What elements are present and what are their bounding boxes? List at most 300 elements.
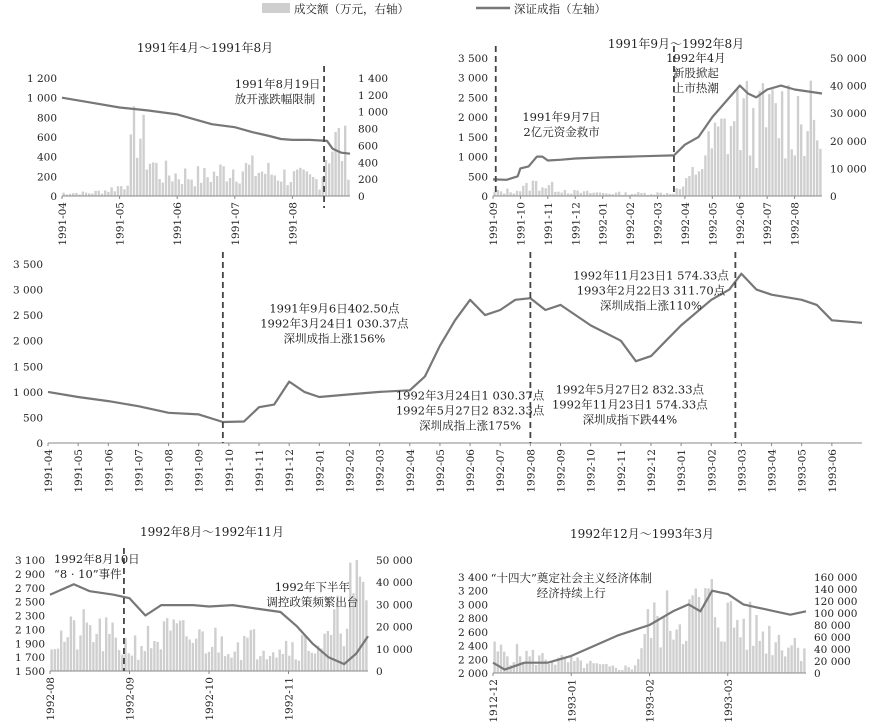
y-left-tick-label: 400 — [36, 151, 57, 164]
volume-bar — [803, 156, 805, 196]
x-tick-label: 1992-10 — [585, 449, 598, 493]
volume-bar — [541, 187, 543, 196]
volume-bar — [819, 149, 821, 196]
y-right-tick-label: 160 000 — [814, 572, 858, 584]
volume-bar — [111, 623, 113, 672]
volume-bar — [615, 668, 617, 673]
y-left-tick-label: 2 100 — [14, 624, 45, 637]
volume-bar — [592, 663, 594, 673]
annotation — [522, 110, 600, 139]
volume-bar — [346, 629, 348, 671]
volume-bar — [63, 642, 65, 671]
legend-line-label: 深证成指（左轴） — [514, 2, 606, 16]
volume-bar — [338, 128, 340, 196]
volume-bar — [315, 179, 317, 196]
volume-bar — [307, 651, 309, 671]
y-left-tick-label: 1 000 — [12, 386, 43, 399]
volume-bar — [688, 599, 690, 673]
volume-bar — [147, 626, 149, 671]
volume-bar — [150, 648, 152, 671]
y-right-tick-label: 30 000 — [830, 108, 867, 121]
volume-bar — [73, 620, 75, 671]
legend — [262, 2, 606, 16]
y-right-tick-label: 50 000 — [376, 555, 413, 567]
volume-bar — [293, 171, 295, 196]
volume-bar — [618, 192, 620, 196]
annotation-line: 深圳成指下跌44% — [582, 412, 678, 427]
volume-bar — [205, 653, 207, 671]
x-tick-label: 1991-04 — [57, 202, 69, 246]
volume-bar — [184, 169, 186, 197]
volume-bar — [85, 193, 87, 196]
volume-bar — [130, 135, 132, 197]
volume-bar — [226, 182, 228, 197]
volume-bar — [660, 648, 662, 674]
volume-bar — [311, 653, 313, 671]
volume-bar — [529, 191, 531, 196]
volume-bar — [344, 126, 346, 196]
y-right-tick-label: 400 — [358, 157, 379, 170]
volume-bar — [714, 617, 716, 673]
volume-bar — [190, 180, 192, 196]
x-tick-label: 1992-11 — [615, 449, 628, 493]
volume-bar — [580, 661, 582, 674]
volume-bar — [153, 641, 155, 671]
volume-bar — [185, 636, 187, 671]
volume-bar — [759, 91, 761, 196]
volume-bar — [675, 630, 677, 674]
volume-bar — [752, 108, 754, 196]
volume-bar — [99, 619, 101, 671]
panel-title: 1991年9月～1992年8月 — [607, 37, 745, 51]
x-tick-label: 1992-09 — [555, 449, 568, 493]
annotation-line: 1991年8月19日 — [234, 76, 321, 91]
volume-bar — [679, 624, 681, 673]
x-tick-label: 1991-07 — [133, 449, 146, 493]
volume-bar — [637, 659, 639, 673]
volume-bar — [117, 186, 119, 196]
y-left-tick-label: 2 700 — [14, 582, 45, 595]
x-tick-label: 1992-11 — [283, 677, 296, 721]
volume-bar — [296, 170, 298, 196]
volume-bar — [781, 650, 783, 673]
x-tick-label: 1992-07 — [495, 449, 508, 493]
volume-bar — [733, 121, 735, 196]
y-right-tick-label: 1 000 — [358, 106, 389, 119]
y-left-tick-label: 2 200 — [457, 654, 488, 667]
volume-bar — [115, 638, 117, 671]
y-left-tick-label: 2 500 — [457, 92, 488, 105]
volume-bar — [755, 615, 757, 673]
volume-bar — [666, 590, 668, 673]
volume-bar — [573, 661, 575, 673]
x-tick-label: 1992-03 — [374, 449, 387, 493]
volume-bar — [634, 665, 636, 673]
volume-bar — [599, 664, 601, 673]
volume-bar — [277, 181, 279, 196]
x-tick-label: 1991-07 — [229, 201, 242, 246]
x-tick-label: 1991-06 — [172, 202, 185, 246]
volume-bar — [778, 138, 780, 196]
x-tick-label: 1991-10 — [515, 202, 528, 246]
volume-bar — [628, 667, 630, 673]
volume-bar — [146, 170, 148, 197]
volume-bar — [327, 631, 329, 671]
volume-bar — [583, 191, 585, 196]
annotation — [552, 382, 708, 426]
volume-bar — [554, 665, 556, 673]
x-tick-label: 1993-03 — [736, 449, 749, 493]
volume-bar — [771, 655, 773, 673]
volume-bar — [102, 651, 104, 671]
annotation-line: 1993年2月22日3 311.70点 — [576, 283, 726, 298]
x-tick-label: 1991-11 — [542, 202, 555, 246]
y-left-tick-label: 2 400 — [457, 640, 488, 653]
volume-bar — [551, 662, 553, 673]
volume-bar — [736, 88, 738, 196]
volume-bar — [314, 654, 316, 671]
volume-bar — [538, 191, 540, 196]
volume-bar — [333, 609, 335, 671]
volume-bar — [522, 186, 524, 196]
volume-bar — [295, 659, 297, 671]
volume-bar — [95, 634, 97, 671]
volume-bar — [118, 650, 120, 671]
y-right-tick-label: 40 000 — [376, 577, 413, 590]
volume-bar — [714, 123, 716, 196]
volume-bar — [334, 132, 336, 196]
volume-bar — [298, 661, 300, 672]
volume-bar — [250, 630, 252, 671]
volume-bar — [557, 192, 559, 196]
legend-bar-swatch — [262, 3, 290, 13]
volume-bar — [701, 609, 703, 673]
volume-bar — [79, 635, 81, 671]
y-right-tick-label: 0 — [358, 191, 365, 203]
y-left-tick-label: 2 800 — [457, 613, 488, 626]
volume-bar — [301, 635, 303, 671]
volume-bar — [691, 167, 693, 196]
volume-bar — [749, 602, 751, 673]
y-left-tick-label: 1 000 — [457, 151, 488, 164]
volume-bar — [615, 193, 617, 196]
volume-bar — [198, 629, 200, 671]
volume-bar — [203, 168, 205, 196]
annotation — [54, 552, 140, 581]
annotation-line: 1992年11月23日1 574.33点 — [551, 397, 708, 412]
volume-bar — [762, 632, 764, 674]
volume-bar — [797, 96, 799, 196]
x-tick-label: 1992-09 — [124, 677, 137, 721]
annotation-line: 深圳成指上涨175% — [419, 418, 522, 433]
volume-bar — [538, 655, 540, 673]
volume-bar — [535, 181, 537, 196]
volume-bar — [794, 155, 796, 196]
volume-bar — [717, 628, 719, 674]
volume-bar — [803, 648, 805, 673]
y-right-tick-label: 600 — [358, 140, 379, 153]
volume-bar — [806, 131, 808, 196]
volume-bar — [532, 181, 534, 196]
volume-bar — [797, 648, 799, 673]
volume-bar — [60, 631, 62, 671]
volume-bar — [158, 179, 160, 196]
x-tick-label: 1993-02 — [644, 679, 657, 723]
annotation-line: 上市热潮 — [672, 80, 719, 95]
volume-bar — [723, 642, 725, 673]
x-tick-label: 1992-07 — [762, 202, 775, 246]
volume-bar — [133, 106, 135, 196]
volume-bar — [599, 193, 601, 197]
y-left-tick-label: 1 900 — [14, 638, 45, 651]
volume-bar — [245, 163, 247, 196]
volume-bar — [269, 656, 271, 671]
volume-bar — [230, 658, 232, 671]
y-left-tick-label: 3 000 — [457, 599, 488, 612]
volume-bar — [216, 176, 218, 196]
volume-bar — [752, 646, 754, 673]
volume-bar — [727, 603, 729, 673]
volume-bar — [698, 171, 700, 196]
x-tick-label: 1992-01 — [597, 202, 610, 246]
volume-bar — [519, 191, 521, 196]
volume-bar — [176, 623, 178, 671]
y-right-tick-label: 10 000 — [830, 163, 867, 176]
volume-bar — [194, 186, 196, 196]
volume-bar — [229, 178, 231, 196]
volume-bar — [98, 191, 100, 196]
y-left-tick-label: 1 500 — [14, 666, 45, 678]
panel-p2 — [458, 36, 867, 246]
annotation-line: 1991年9月7日 — [522, 110, 601, 125]
y-left-tick-label: 1 200 — [26, 73, 57, 85]
volume-bar — [583, 668, 585, 673]
volume-bar — [781, 91, 783, 196]
x-tick-label: 1992-04 — [404, 449, 417, 493]
volume-bar — [567, 662, 569, 673]
y-left-tick-label: 2 000 — [457, 112, 488, 125]
volume-bar — [214, 628, 216, 671]
volume-bar — [365, 600, 367, 671]
volume-bar — [67, 637, 69, 671]
x-tick-label: 1992-08 — [789, 202, 802, 246]
volume-bar — [275, 658, 277, 671]
volume-bar — [173, 620, 175, 672]
volume-bar — [771, 90, 773, 197]
volume-bar — [270, 175, 272, 196]
x-tick-label: 1991-06 — [103, 449, 116, 493]
x-tick-label: 1912-12 — [488, 679, 500, 723]
volume-bar — [217, 653, 219, 672]
volume-bar — [232, 169, 234, 196]
volume-bar — [653, 602, 655, 673]
y-right-tick-label: 1 200 — [358, 89, 389, 102]
volume-bar — [765, 127, 767, 196]
volume-bar — [120, 186, 122, 196]
volume-bar — [720, 641, 722, 673]
volume-bar — [86, 623, 88, 671]
x-tick-label: 1992-02 — [344, 449, 357, 493]
annotation-line: 1992年3月24日1 030.37点 — [395, 388, 545, 403]
volume-bar — [759, 641, 761, 673]
volume-bar — [602, 664, 604, 673]
volume-bar — [551, 182, 553, 196]
x-tick-label: 1992-06 — [465, 449, 478, 493]
volume-bar — [644, 634, 646, 673]
volume-bar — [246, 638, 248, 671]
panel-title: 1991年4月～1991年8月 — [136, 41, 274, 55]
volume-bar — [707, 588, 709, 673]
x-tick-label: 1992-05 — [707, 202, 720, 246]
volume-bar — [755, 168, 757, 196]
volume-bar — [676, 188, 678, 196]
x-tick-label: 1991-10 — [223, 449, 236, 493]
volume-bar — [663, 616, 665, 673]
volume-bar — [197, 166, 199, 196]
volume-bar — [149, 164, 151, 196]
annotation-line: 1992年下半年 — [274, 580, 350, 595]
volume-bar — [650, 638, 652, 673]
volume-bar — [104, 190, 106, 196]
volume-bar — [733, 628, 735, 673]
y-right-tick-label: 10 000 — [376, 643, 413, 656]
volume-bar — [746, 81, 748, 196]
volume-bar — [765, 654, 767, 674]
panel-title: 1992年12月～1993年3月 — [570, 527, 714, 541]
volume-bar — [309, 174, 311, 196]
y-left-tick-label: 0 — [481, 191, 488, 203]
volume-bar — [640, 648, 642, 673]
volume-bar — [201, 631, 203, 671]
volume-bar — [128, 653, 130, 671]
volume-bar — [605, 664, 607, 673]
volume-bar — [778, 635, 780, 673]
annotation — [491, 571, 652, 600]
annotation — [266, 580, 358, 609]
volume-bar — [256, 659, 258, 671]
volume-bar — [280, 182, 282, 196]
volume-bar — [746, 650, 748, 673]
volume-bar — [222, 166, 224, 196]
volume-bar — [182, 620, 184, 671]
volume-bar — [274, 175, 276, 196]
volume-bar — [107, 192, 109, 196]
x-tick-label: 1992-03 — [652, 202, 665, 246]
volume-bar — [140, 646, 142, 671]
volume-bar — [791, 149, 793, 196]
volume-bar — [739, 637, 741, 673]
annotation-line: 调控政策频繁出台 — [266, 595, 359, 610]
volume-bar — [155, 163, 157, 196]
panel-p4 — [15, 524, 413, 721]
volume-bar — [787, 648, 789, 673]
volume-bar — [286, 185, 288, 196]
volume-bar — [493, 642, 495, 674]
annotation-line: 经济持续上行 — [536, 585, 606, 600]
volume-bar — [573, 190, 575, 196]
volume-bar — [234, 652, 236, 671]
volume-bar — [131, 656, 133, 671]
volume-bar — [108, 634, 110, 671]
volume-bar — [219, 165, 221, 197]
volume-bar — [82, 192, 84, 196]
volume-bar — [137, 660, 139, 671]
volume-bar — [341, 161, 343, 196]
volume-bar — [548, 664, 550, 673]
volume-bar — [695, 175, 697, 196]
volume-bar — [800, 661, 802, 673]
y-right-tick-label: 100 000 — [814, 608, 858, 620]
volume-bar — [349, 563, 351, 671]
volume-bar — [251, 156, 253, 197]
x-tick-label: 1991-12 — [284, 449, 297, 493]
volume-bar — [89, 625, 91, 671]
y-left-tick-label: 2 500 — [14, 596, 45, 609]
volume-bar — [564, 657, 566, 673]
x-tick-label: 1991-04 — [43, 449, 55, 493]
volume-bar — [267, 163, 269, 196]
y-right-tick-label: 30 000 — [376, 599, 413, 612]
y-right-tick-label: 50 000 — [830, 53, 867, 65]
volume-bar — [171, 181, 173, 196]
x-tick-label: 1992-10 — [204, 677, 216, 721]
volume-bar — [213, 172, 215, 196]
volume-bar — [522, 664, 524, 673]
volume-bar — [136, 158, 138, 196]
volume-bar — [794, 638, 796, 673]
volume-bar — [240, 660, 242, 671]
volume-bar — [163, 621, 165, 671]
volume-bar — [123, 189, 125, 196]
y-left-tick-label: 3 000 — [457, 72, 488, 85]
y-right-tick-label: 0 — [814, 668, 821, 680]
volume-bar — [730, 601, 732, 673]
volume-bar — [682, 187, 684, 197]
volume-bar — [596, 192, 598, 196]
volume-bar — [810, 81, 812, 196]
volume-bar — [497, 651, 499, 673]
volume-bar — [545, 188, 547, 196]
volume-bar — [237, 642, 239, 671]
y-left-tick-label: 2 000 — [457, 668, 488, 680]
x-tick-label: 1992-02 — [625, 202, 638, 246]
volume-bar — [331, 152, 333, 197]
volume-bar — [589, 661, 591, 673]
volume-bar — [768, 626, 770, 673]
volume-bar — [248, 165, 250, 196]
y-left-tick-label: 2 500 — [12, 310, 43, 323]
volume-bar — [285, 641, 287, 671]
volume-bar — [259, 656, 261, 671]
annotation-line: “8 · 10”事件 — [53, 566, 122, 581]
y-left-tick-label: 200 — [36, 171, 57, 184]
volume-bar — [347, 180, 349, 196]
volume-bar — [698, 597, 700, 673]
volume-bar — [500, 191, 502, 196]
volume-bar — [816, 140, 818, 196]
volume-bar — [343, 646, 345, 671]
volume-bar — [548, 185, 550, 196]
volume-bar — [656, 192, 658, 196]
volume-bar — [272, 652, 274, 671]
x-tick-label: 1991-08 — [163, 449, 176, 493]
volume-bar — [288, 656, 290, 671]
volume-bar — [152, 162, 154, 196]
volume-bar — [525, 183, 527, 196]
annotation — [396, 389, 545, 433]
volume-bar — [54, 649, 56, 671]
y-right-tick-label: 60 000 — [814, 632, 851, 644]
